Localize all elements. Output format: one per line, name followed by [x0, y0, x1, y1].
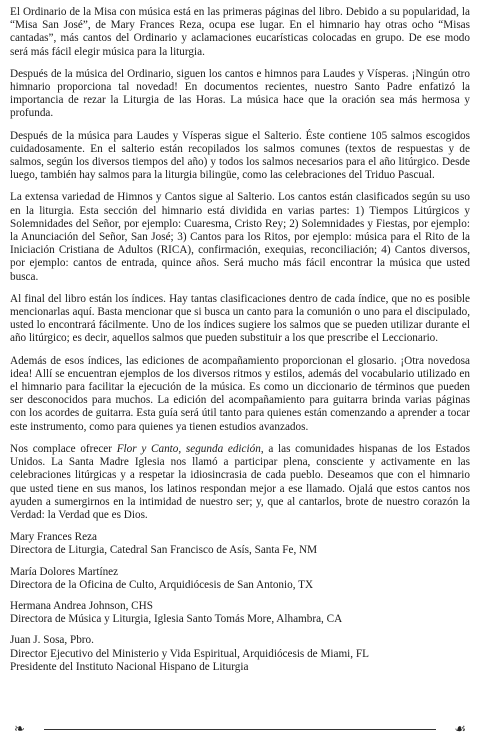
paragraph-himnos-cantos: La extensa variedad de Himnos y Cantos sigue al Salterio. Los cantos están clasificados según su uso en la liturgia. Esta sección del himnario está dividida en varias partes: 1) Tiempos Litúrgicos y Solemnidades del Señor, por ejemplo: Cuaresma, Cristo Rey; 2) Solemnidades y Fiestas, por ejemplo: la Anunciación del Señor, San José; 3) Cantos para los Ritos, por ejemplo: música para el Rito de la Iniciación Cristiana de Adultos (RICA), confirmación, exequias, reconciliación; 4) Cantos diversos, por ejemplo: cantos de entrada, quince años. Será mucho más fácil encontrar la música que usted busca.: [10, 191, 470, 283]
signatory-name: Juan J. Sosa, Pbro.: [10, 634, 94, 647]
signatory-title: Directora de Música y Liturgia, Iglesia Santo Tomás More, Alhambra, CA: [10, 613, 343, 626]
footer-ornament-rule: [10, 722, 470, 736]
signatory-name: Mary Frances Reza: [10, 531, 97, 544]
signatory-title: Directora de Liturgia, Catedral San Francisco de Asís, Santa Fe, NM: [10, 544, 318, 557]
page-content: [10, 6, 470, 682]
closing-text-after: , a las comunidades hispanas de los Estados Unidos. La Santa Madre Iglesia nos llamó a participar plena, consciente y activamente en las celebraciones litúrgicas y a respetar la idiosincrasia de cada pueblo. Deseamos que con el himnario que usted tiene en sus manos, los latinos respondan mejor a ese llamado. Ojalá que estos cantos nos ayuden a sumergirnos en la intimidad de nuestro ser; y, que al cantarlos, brote de nuestro corazón la Verdad: la Verdad que es Dios.: [10, 442, 470, 521]
fleuron-left-icon: ❧: [14, 721, 25, 736]
closing-text-before: Nos complace ofrecer: [10, 442, 117, 455]
book-title: Flor y Canto, segunda edición: [116, 442, 261, 455]
signature-block: [10, 531, 470, 557]
paragraph-indices: Al final del libro están los índices. Hay tantas clasificaciones dentro de cada índice, que no es posible mencionarlas aquí. Basta mencionar que si busca un canto para la comunión o uno para el discipulado, usted lo encontrará fácilmente. Uno de los índices sugiere los salmos que se pueden utilizar durante el año litúrgico; es decir, aquellos salmos que pueden substituir a los que prescribe el Leccionario.: [10, 292, 470, 345]
paragraph-ordinario: El Ordinario de la Misa con música está en las primeras páginas del libro. Debido a su popularidad, la “Misa San José”, de Mary Frances Reza, ocupa ese lugar. En el himnario hay otras ocho “Misas cantadas”, más cantos del Ordinario y aclamaciones eucarísticas colocadas en grupo. De ese modo será más fácil elegir música para la liturgia.: [10, 6, 470, 58]
signatory-title: Presidente del Instituto Nacional Hispano de Liturgia: [10, 660, 249, 673]
signature-block: [10, 566, 470, 592]
footer-divider: [44, 729, 436, 730]
paragraph-closing: [10, 443, 470, 522]
signatory-title: Director Ejecutivo del Ministerio y Vida Espiritual, Arquidiócesis de Miami, FL: [10, 647, 369, 660]
signatory-title: Directora de la Oficina de Culto, Arquidiócesis de San Antonio, TX: [10, 578, 314, 591]
signatory-name: María Dolores Martínez: [10, 565, 119, 578]
signature-block: [10, 600, 470, 626]
paragraph-glosario: Además de esos índices, las ediciones de acompañamiento proporcionan el glosario. ¡Otra novedosa idea! Allí se encuentran ejemplos de los diversos ritmos y estilos, además del vocabulario utilizado en el himnario para facilitar la ejecución de la música. Es como un diccionario de términos que pueden ser desconocidos para muchos. La edición del acompañamiento para guitarra brinda varias páginas con los acordes de guitarra. Esta guía será útil tanto para quienes están comenzando a aprender a tocar este instrumento, como para quienes ya tienen estudios avanzados.: [10, 354, 470, 433]
signature-block: [10, 634, 470, 674]
paragraph-laudes-visperas: Después de la música del Ordinario, siguen los cantos e himnos para Laudes y Vísperas. ¡Ningún otro himnario proporciona tal novedad! En documentos recientes, nuestro Santo Padre enfatizó la importancia de rezar la Liturgia de las Horas. La música hace que la oración sea más hermosa y profunda.: [10, 67, 470, 120]
signatory-name: Hermana Andrea Johnson, CHS: [10, 599, 153, 612]
paragraph-salterio: Después de la música para Laudes y Vísperas sigue el Salterio. Éste contiene 105 salmos escogidos cuidadosamente. En el salterio están recopilados los salmos comunes (textos de respuestas y de salmos, según los diversos tiempos del año) y todos los salmos necesarios para el año litúrgico. Desde luego, también hay salmos para la liturgia bilingüe, como las celebraciones del Triduo Pascual.: [10, 129, 470, 182]
fleuron-right-icon: ☙: [454, 721, 466, 736]
